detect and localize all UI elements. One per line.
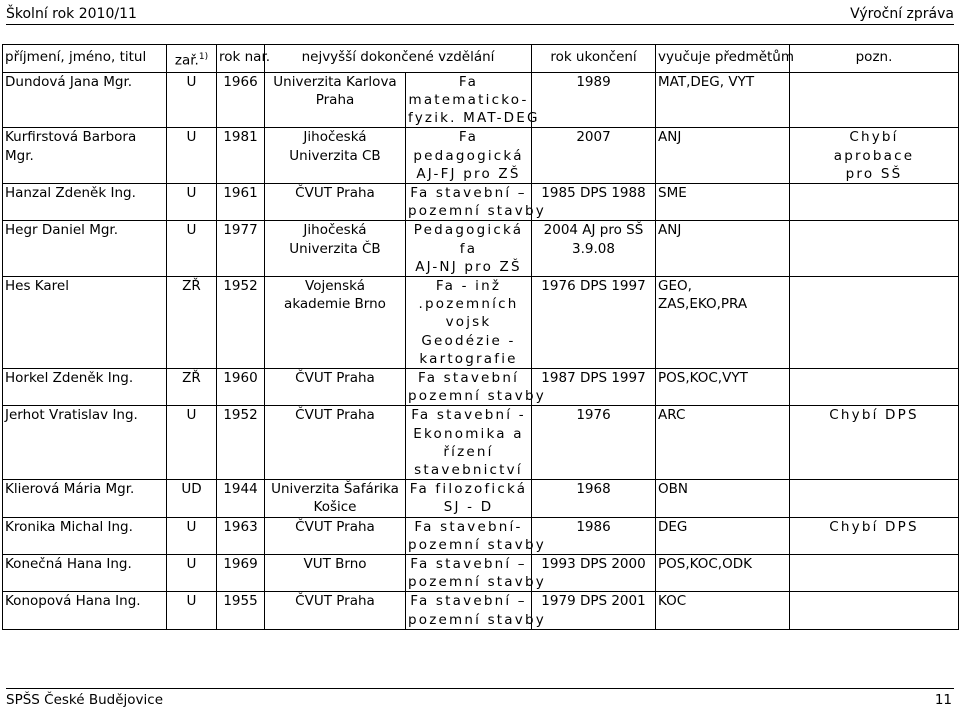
cell-subjects-line: KOC <box>658 593 687 610</box>
cell-birth-year: 1963 <box>217 517 265 554</box>
cell-note <box>790 72 959 128</box>
cell-field-line: Fa filozofická <box>409 481 528 498</box>
footer-school: SPŠS České Budějovice <box>6 692 164 708</box>
cell-school-line: VUT Brno <box>303 555 367 572</box>
cell-graduation <box>532 592 656 629</box>
cell-field <box>406 554 546 591</box>
cell-subjects <box>656 592 790 629</box>
cell-subjects-line: POS,KOC,ODK <box>658 555 752 572</box>
cell-graduation <box>532 221 656 277</box>
col-name: příjmení, jméno, titul <box>3 45 167 73</box>
cell-graduation <box>532 554 656 591</box>
cell-field-line: řízení <box>443 443 494 460</box>
cell-note-line: aprobace <box>833 147 915 164</box>
page-number: 11 <box>934 692 952 708</box>
table-row <box>3 592 959 629</box>
cell-note-line: Chybí <box>849 129 899 146</box>
cell-facility: UD <box>167 480 217 517</box>
cell-field-line: SJ - D <box>443 499 494 516</box>
cell-facility: U <box>167 183 217 220</box>
cell-graduation-line: 1979 DPS 2001 <box>541 593 646 610</box>
header-rule <box>6 24 954 25</box>
cell-school-line: Praha <box>315 91 355 108</box>
cell-subjects <box>656 517 790 554</box>
cell-name <box>3 368 167 405</box>
table-row <box>3 368 959 405</box>
col-birth-year: rok nar. <box>217 45 265 73</box>
cell-note <box>790 368 959 405</box>
cell-school <box>265 480 406 517</box>
cell-subjects-line: ANJ <box>658 129 682 146</box>
col-graduation: rok ukončení <box>532 45 656 73</box>
cell-school <box>265 183 406 220</box>
cell-field <box>406 406 532 480</box>
cell-school-line: Jihočeská <box>303 129 367 146</box>
cell-name-line: Mgr. <box>5 147 34 164</box>
cell-name-line: Konopová Hana Ing. <box>5 593 141 610</box>
cell-name-line: Jerhot Vratislav Ing. <box>5 407 138 424</box>
cell-field-line: Fa stavební- <box>414 518 523 535</box>
footnote-marker: 1) <box>198 52 209 62</box>
cell-subjects-line: DEG <box>658 518 688 535</box>
cell-name-line: Kurfirstová Barbora <box>5 129 137 146</box>
cell-graduation-line: 1986 <box>576 518 611 535</box>
col-subjects: vyučuje předmětům <box>656 45 790 73</box>
table-row <box>3 517 959 554</box>
cell-school <box>265 517 406 554</box>
cell-subjects-line: ARC <box>658 407 686 424</box>
table-row <box>3 128 959 184</box>
cell-birth-year: 1966 <box>217 72 265 128</box>
cell-field-line: pedagogická <box>413 147 524 164</box>
cell-subjects-line: GEO, <box>658 277 692 294</box>
cell-name-line: Hes Karel <box>5 277 69 294</box>
cell-field-line: fyzik. MAT-DEG <box>408 110 540 127</box>
cell-name <box>3 480 167 517</box>
cell-field <box>406 128 532 184</box>
cell-note <box>790 517 959 554</box>
cell-school <box>265 72 406 128</box>
cell-field-line: Fa - inž <box>435 277 502 294</box>
cell-school-line: Vojenská <box>305 277 365 294</box>
cell-facility: U <box>167 554 217 591</box>
cell-subjects <box>656 128 790 184</box>
cell-birth-year: 1981 <box>217 128 265 184</box>
cell-facility: U <box>167 221 217 277</box>
cell-field-line: pozemní stavby <box>408 203 546 220</box>
cell-birth-year: 1952 <box>217 406 265 480</box>
header-title: Školní rok 2010/11 <box>6 6 137 22</box>
cell-subjects-line: ZAS,EKO,PRA <box>658 296 748 313</box>
cell-school <box>265 221 406 277</box>
cell-field-line: pozemní stavby <box>408 574 546 591</box>
cell-field-line: Fa stavební <box>417 369 520 386</box>
cell-note <box>790 592 959 629</box>
cell-school <box>265 276 406 368</box>
cell-field-line: pozemní stavby <box>408 536 546 553</box>
cell-field-line: AJ-FJ pro ZŠ <box>416 165 521 182</box>
cell-note-line: pro SŠ <box>845 165 903 182</box>
cell-subjects-line: OBN <box>658 481 688 498</box>
cell-school <box>265 554 406 591</box>
cell-note <box>790 480 959 517</box>
cell-graduation-line: 1989 <box>576 73 611 90</box>
table-row <box>3 183 959 220</box>
cell-note <box>790 128 959 184</box>
cell-graduation <box>532 480 656 517</box>
cell-field <box>406 221 532 277</box>
cell-subjects <box>656 406 790 480</box>
cell-field-line: Pedagogická <box>413 222 524 239</box>
cell-field <box>406 592 546 629</box>
cell-graduation <box>532 128 656 184</box>
cell-graduation-line: 1968 <box>576 481 611 498</box>
cell-subjects <box>656 554 790 591</box>
cell-name <box>3 183 167 220</box>
cell-field-line: pozemní stavby <box>408 388 546 405</box>
cell-field-line: Fa stavební – <box>410 184 527 201</box>
cell-birth-year: 1977 <box>217 221 265 277</box>
cell-graduation <box>532 517 656 554</box>
cell-school-line: akademie Brno <box>284 296 386 313</box>
cell-subjects <box>656 221 790 277</box>
cell-subjects-line: SME <box>658 184 687 201</box>
cell-graduation-line: 3.9.08 <box>572 240 615 257</box>
cell-school <box>265 406 406 480</box>
cell-field-line: Ekonomika a <box>413 425 524 442</box>
cell-note <box>790 554 959 591</box>
cell-subjects <box>656 368 790 405</box>
cell-school-line: Univerzita Šafárika <box>271 481 399 498</box>
cell-note <box>790 406 959 480</box>
cell-graduation-line: 2007 <box>576 129 611 146</box>
table-row <box>3 72 959 128</box>
cell-field-line: kartografie <box>419 350 518 367</box>
cell-graduation-line: 1987 DPS 1997 <box>541 369 646 386</box>
cell-name <box>3 128 167 184</box>
cell-field <box>406 368 546 405</box>
cell-graduation-line: 2004 AJ pro SŠ <box>543 222 644 239</box>
staff-table <box>2 44 959 630</box>
cell-subjects-line: ANJ <box>658 222 682 239</box>
cell-school <box>265 128 406 184</box>
cell-field-line: .pozemních <box>418 296 519 313</box>
cell-facility: U <box>167 517 217 554</box>
cell-field-line: Fa stavební – <box>410 555 527 572</box>
table-row <box>3 480 959 517</box>
cell-field <box>406 276 532 368</box>
cell-birth-year: 1969 <box>217 554 265 591</box>
cell-graduation-line: 1985 DPS 1988 <box>541 184 646 201</box>
table-row <box>3 221 959 277</box>
cell-school-line: ČVUT Praha <box>295 593 375 610</box>
cell-field-line: Geodézie - <box>421 332 516 349</box>
cell-graduation <box>532 183 656 220</box>
table-body <box>3 72 959 629</box>
cell-graduation <box>532 368 656 405</box>
col-note: pozn. <box>790 45 959 73</box>
table-row <box>3 554 959 591</box>
cell-subjects <box>656 480 790 517</box>
cell-facility: ZŘ <box>167 276 217 368</box>
cell-school-line: ČVUT Praha <box>295 184 375 201</box>
cell-field-line: Fa stavební - <box>411 407 526 424</box>
cell-birth-year: 1955 <box>217 592 265 629</box>
cell-field-line: matematicko- <box>408 91 529 108</box>
cell-facility: U <box>167 592 217 629</box>
cell-name-line: Hegr Daniel Mgr. <box>5 222 119 239</box>
cell-name-line: Horkel Zdeněk Ing. <box>5 369 134 386</box>
cell-field-line: Fa stavební – <box>410 593 527 610</box>
table-header-row <box>3 45 959 73</box>
cell-facility: U <box>167 72 217 128</box>
cell-facility: U <box>167 406 217 480</box>
cell-field <box>406 72 540 128</box>
table-row <box>3 276 959 368</box>
cell-field <box>406 480 532 517</box>
cell-name-line: Kronika Michal Ing. <box>5 518 133 535</box>
cell-name-line: Hanzal Zdeněk Ing. <box>5 184 136 201</box>
cell-birth-year: 1961 <box>217 183 265 220</box>
cell-school <box>265 368 406 405</box>
header-report-label: Výroční zpráva <box>850 6 954 22</box>
cell-name <box>3 72 167 128</box>
cell-field-line: AJ-NJ pro ZŠ <box>415 258 522 275</box>
cell-school-line: Univerzita Karlova <box>273 73 397 90</box>
cell-graduation <box>532 406 656 480</box>
cell-graduation <box>532 72 656 128</box>
cell-field <box>406 517 546 554</box>
cell-subjects-line: POS,KOC,VYT <box>658 369 748 386</box>
cell-name <box>3 517 167 554</box>
cell-school-line: Univerzita ČB <box>289 240 381 257</box>
cell-graduation-line: 1976 <box>576 407 611 424</box>
cell-school-line: Košice <box>313 499 357 516</box>
cell-note-line: Chybí DPS <box>829 407 919 424</box>
cell-name <box>3 554 167 591</box>
cell-field-line: stavebnictví <box>414 461 523 478</box>
cell-school <box>265 592 406 629</box>
cell-field-line: Fa <box>458 73 479 90</box>
cell-birth-year: 1960 <box>217 368 265 405</box>
cell-field-line: pozemní stavby <box>408 611 546 628</box>
footer-rule <box>6 688 954 689</box>
cell-field <box>406 183 546 220</box>
cell-school-line: ČVUT Praha <box>295 369 375 386</box>
cell-note <box>790 221 959 277</box>
cell-school-line: Univerzita CB <box>289 147 381 164</box>
cell-name-line: Klierová Mária Mgr. <box>5 481 135 498</box>
table-row <box>3 406 959 480</box>
cell-graduation-line: 1993 DPS 2000 <box>541 555 646 572</box>
cell-name <box>3 406 167 480</box>
cell-birth-year: 1952 <box>217 276 265 368</box>
cell-subjects <box>656 183 790 220</box>
cell-subjects <box>656 276 790 368</box>
cell-name <box>3 592 167 629</box>
cell-name <box>3 276 167 368</box>
cell-birth-year: 1944 <box>217 480 265 517</box>
cell-school-line: ČVUT Praha <box>295 518 375 535</box>
cell-facility: ZŘ <box>167 368 217 405</box>
col-education: nejvyšší dokončené vzdělání <box>265 45 532 73</box>
cell-name-line: Dundová Jana Mgr. <box>5 73 133 90</box>
cell-subjects-line: MAT,DEG, VYT <box>658 73 755 90</box>
cell-school-line: Jihočeská <box>303 222 367 239</box>
cell-field-line: Fa <box>458 129 479 146</box>
cell-note <box>790 276 959 368</box>
cell-subjects <box>656 72 790 128</box>
cell-name <box>3 221 167 277</box>
cell-note-line: Chybí DPS <box>829 518 919 535</box>
col-facility: zař.$^{1)}$ <box>167 45 217 73</box>
cell-field-line: fa <box>459 240 478 257</box>
cell-name-line: Konečná Hana Ing. <box>5 555 132 572</box>
cell-note <box>790 183 959 220</box>
cell-facility: U <box>167 128 217 184</box>
cell-graduation-line: 1976 DPS 1997 <box>541 277 646 294</box>
cell-field-line: vojsk <box>445 314 492 331</box>
cell-school-line: ČVUT Praha <box>295 407 375 424</box>
cell-graduation <box>532 276 656 368</box>
